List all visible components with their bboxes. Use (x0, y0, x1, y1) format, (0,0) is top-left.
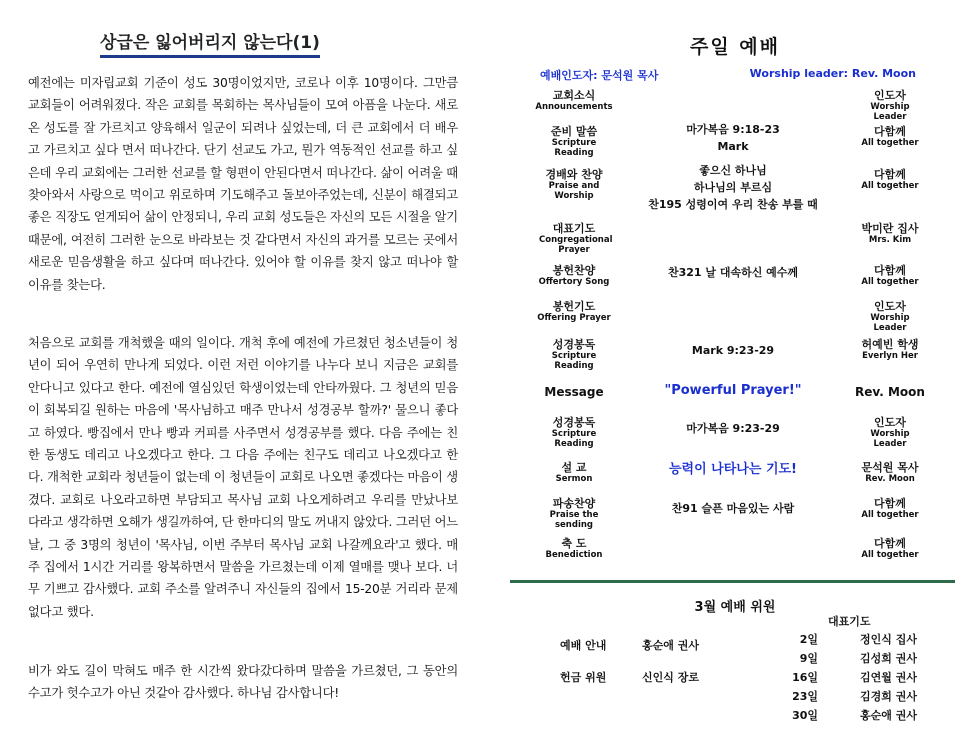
essay-paragraph: 비가 와도 길이 막혀도 매주 한 시간씩 왔다갔다하며 말씀을 가르쳤던, 그 동안의 수고가 헛수고가 아닌 것같아 감사했다. 하나님 감사합니다! (28, 664, 458, 701)
service-item-leader (838, 168, 942, 191)
service-item-leader (838, 497, 942, 520)
service-item-name-en: Congregational Prayer (539, 235, 613, 255)
service-item-leader-ko: 인도자 (874, 300, 906, 313)
service-item-leader-en: All together (861, 181, 919, 191)
service-item-name-ko: 파송찬양 (552, 497, 596, 510)
service-item-detail-line: 마가복음 9:18-23 (686, 123, 780, 136)
service-item-leader-ko: 허예빈 학생 (861, 338, 919, 351)
service-item-detail (628, 420, 838, 437)
service-item-name-ko: 봉헌찬양 (552, 264, 596, 277)
service-item-name (524, 168, 624, 201)
service-item-name-en: Scripture Reading (551, 138, 597, 158)
service-item-name-en: Offertory Song (538, 277, 610, 287)
service-item-leader-en: Worship Leader (870, 429, 910, 449)
service-item-name (524, 384, 624, 399)
service-item-leader-ko: 다함께 (874, 125, 906, 138)
service-item-leader-en: All together (861, 277, 919, 287)
service-item-name (524, 537, 624, 560)
service-item-name-ko: 설 교 (561, 461, 587, 474)
service-item-leader (838, 384, 942, 399)
essay-paragraph: 처음으로 교회를 개척했을 때의 일이다. 개척 후에 예전에 가르쳤던 청소년들이 청년이 되어 우연히 만나게 되었다. 이런 저런 이야기를 나누다 보니 지금은 교회를 안다니고 있다고 한다. 예전에 열심있던 학생이었는데 안타까웠다. 그 청년의 믿음이 회복되길 원하는 마음에 '목사님하고 매주 만나서 성경공부 할까?' 물으니 좋다고 하였다. 빵집에서 만나 빵과 커피를 사주면서 성경공부를 했다. 다음 주에는 친한 동생도 데리고 나오겠다고 한다. 그 다음 주에는 친구도 데리고 나오겠다고 한다. 개척한 교회라 청년들이 없는데 이 청년들이 교회로 나오면 좋겠다는 마음이 생겼다. 교회로 나오라고하면 부담되고 목사님 교회 나오게하려고 우리를 만났나보다라고 생각하면 오해가 생길까하여, 단 한마디의 말도 꺼내지 않았다. 그러던 어느 날, 그 중 3명의 청년이 '목사님, 이번 주부터 목사님 교회 나갈께요라'고 했다. 매주 집에서 1시간 거리를 왕복하면서 말씀을 가르쳤는데 이제 열매를 맺나 보다. 너무 기쁘고 감사했다. 교회 주소를 알려주니 자신들의 집에서 15-20분 거리라 문제 없다고 했다. (28, 336, 458, 619)
service-item-name-ko: 대표기도 (552, 222, 596, 235)
service-item-name-ko: Message (544, 385, 604, 399)
service-item-detail (628, 382, 838, 399)
service-item-leader-ko: 다함께 (874, 264, 906, 277)
service-item-detail-line: "Powerful Prayer!" (664, 383, 802, 398)
service-item-detail (628, 500, 838, 517)
service-item-leader-en: All together (861, 138, 919, 148)
service-item-name-en: Offering Prayer (537, 313, 611, 323)
service-item-name (524, 300, 624, 323)
prayer-date: 2일 (799, 633, 818, 646)
service-item-detail (628, 264, 838, 281)
service-item-name-ko: 축 도 (561, 537, 587, 550)
prayer-name: 김성희 권사 (860, 652, 917, 665)
service-item-name-en: Benediction (545, 550, 603, 560)
service-item-leader-en: Mrs. Kim (868, 235, 912, 245)
worship-leader-ko: 예배인도자: 문석원 목사 (540, 69, 659, 82)
service-item-detail-line: 능력이 나타나는 기도! (668, 462, 797, 477)
service-item-leader-ko: 문석원 목사 (861, 461, 919, 474)
service-item-detail-line: 좋으신 하나님 (699, 164, 767, 177)
service-item-name-en: Praise the sending (549, 510, 599, 530)
offering-label: 헌금 위원 (560, 671, 607, 684)
prayer-date: 23일 (792, 690, 818, 703)
service-item-leader-en: All together (861, 550, 919, 560)
service-item-leader-ko: 인도자 (874, 89, 906, 102)
section-divider (510, 580, 955, 583)
committee-title: 3월 예배 위원 (694, 600, 776, 615)
service-item-detail-line: 찬195 성령이여 우리 찬송 부를 때 (648, 198, 818, 211)
service-item-name (524, 264, 624, 287)
service-item-name (524, 497, 624, 530)
service-item-detail-line: Mark 9:23-29 (691, 344, 775, 357)
service-item-leader-en: Everlyn Her (862, 351, 918, 361)
service-item-name (524, 338, 624, 371)
essay-title: 상급은 잃어버리지 않는다(1) (100, 28, 320, 58)
service-item-name (524, 89, 624, 112)
service-item-name-ko: 준비 말씀 (550, 125, 598, 138)
prayer-date: 30일 (792, 709, 818, 722)
service-item-detail-line: 찬91 슬픈 마음있는 사람 (671, 502, 795, 515)
service-item-detail (628, 121, 838, 155)
service-item-leader (838, 125, 942, 148)
service-item-detail-line: Mark (717, 140, 749, 153)
service-item-detail-line: 마가복음 9:23-29 (686, 422, 780, 435)
service-item-name-ko: 봉헌기도 (552, 300, 596, 313)
service-title: 주일 예배 (689, 36, 781, 58)
service-item-leader-ko: 박미란 집사 (861, 222, 919, 235)
service-item-leader (838, 89, 942, 122)
service-item-name-en: Sermon (555, 474, 593, 484)
service-item-leader-en: Worship Leader (870, 102, 910, 122)
service-item-leader-ko: 다함께 (874, 168, 906, 181)
essay-paragraph: 예전에는 미자립교회 기준이 성도 30명이었지만, 코로나 이후 10명이다. 그만큼 교회들이 어려워졌다. 작은 교회를 목회하는 목사님들이 모여 아픔을 나눈다. 새로온 성도를 잘 가르치고 양육해서 일군이 되려나 싶었는데, 더 큰 교회에서 더 배우고 가르치고 싶다 면서 떠나간다. 단기 선교도 가고, 뭔가 역동적인 선교를 하고 싶은데 우리 교회에는 그러한 선교를 할 형편이 안된다면서 떠나간다. 삶이 어려울 때 찾아와서 사랑으로 먹이고 위로하며 기도해주고 돌보아주었는데, 신분이 해결되고 좋은 직장도 얻게되어 삶이 안정되니, 우리 교회 성도들은 자신의 모든 시절을 알기 때문에, 여전히 그러한 눈으로 바라보는 것 같다면서 자신의 과거를 모르는 곳에서 새로운 믿음생활을 하고 싶다며 떠나간다. 있어야 할 이유를 찾지 않고 떠나야 할 이유를 찾는다. (28, 76, 458, 292)
service-item-detail (628, 461, 838, 478)
service-item-leader-ko: 다함께 (874, 497, 906, 510)
service-item-name (524, 416, 624, 449)
service-item-leader-en: Worship Leader (870, 313, 910, 333)
prayer-name: 김경희 권사 (860, 690, 917, 703)
service-item-name (524, 461, 624, 484)
worship-leader-en: Worship leader: Rev. Moon (749, 67, 916, 80)
service-item-name-en: Praise and Worship (548, 181, 600, 201)
service-item-leader (838, 461, 942, 484)
offering-name: 신인식 장로 (642, 671, 699, 684)
service-item-name-ko: 교회소식 (552, 89, 596, 102)
prayer-name: 홍순애 권사 (860, 709, 917, 722)
service-item-name-ko: 성경봉독 (552, 338, 596, 351)
service-item-name-ko: 성경봉독 (552, 416, 596, 429)
prayer-date: 16일 (792, 671, 818, 684)
service-item-leader-ko: Rev. Moon (855, 385, 925, 399)
service-item-detail (628, 162, 838, 213)
service-item-detail-line: 찬321 날 대속하신 예수께 (667, 266, 799, 279)
service-item-leader-ko: 인도자 (874, 416, 906, 429)
service-item-leader (838, 338, 942, 361)
service-item-name-ko: 경배와 찬양 (545, 168, 603, 181)
service-item-leader (838, 537, 942, 560)
service-item-detail (628, 342, 838, 359)
prayer-date: 9일 (799, 652, 818, 665)
service-item-name (524, 125, 624, 158)
service-item-detail-line: 하나님의 부르심 (693, 181, 773, 194)
usher-name: 홍순애 권사 (642, 639, 699, 652)
prayer-name: 정인식 집사 (860, 633, 917, 646)
service-item-leader (838, 264, 942, 287)
usher-label: 예배 안내 (560, 639, 607, 652)
service-item-name-en: Announcements (535, 102, 613, 112)
service-item-name (524, 222, 624, 255)
service-item-name-en: Scripture Reading (551, 351, 597, 371)
service-item-leader-en: Rev. Moon (865, 474, 915, 484)
service-item-leader-ko: 다함께 (874, 537, 906, 550)
service-item-leader-en: All together (861, 510, 919, 520)
service-item-leader (838, 300, 942, 333)
service-item-leader (838, 416, 942, 449)
prayer-header: 대표기도 (828, 615, 871, 628)
service-item-leader (838, 222, 942, 245)
service-item-name-en: Scripture Reading (551, 429, 597, 449)
prayer-name: 김연월 권사 (860, 671, 917, 684)
